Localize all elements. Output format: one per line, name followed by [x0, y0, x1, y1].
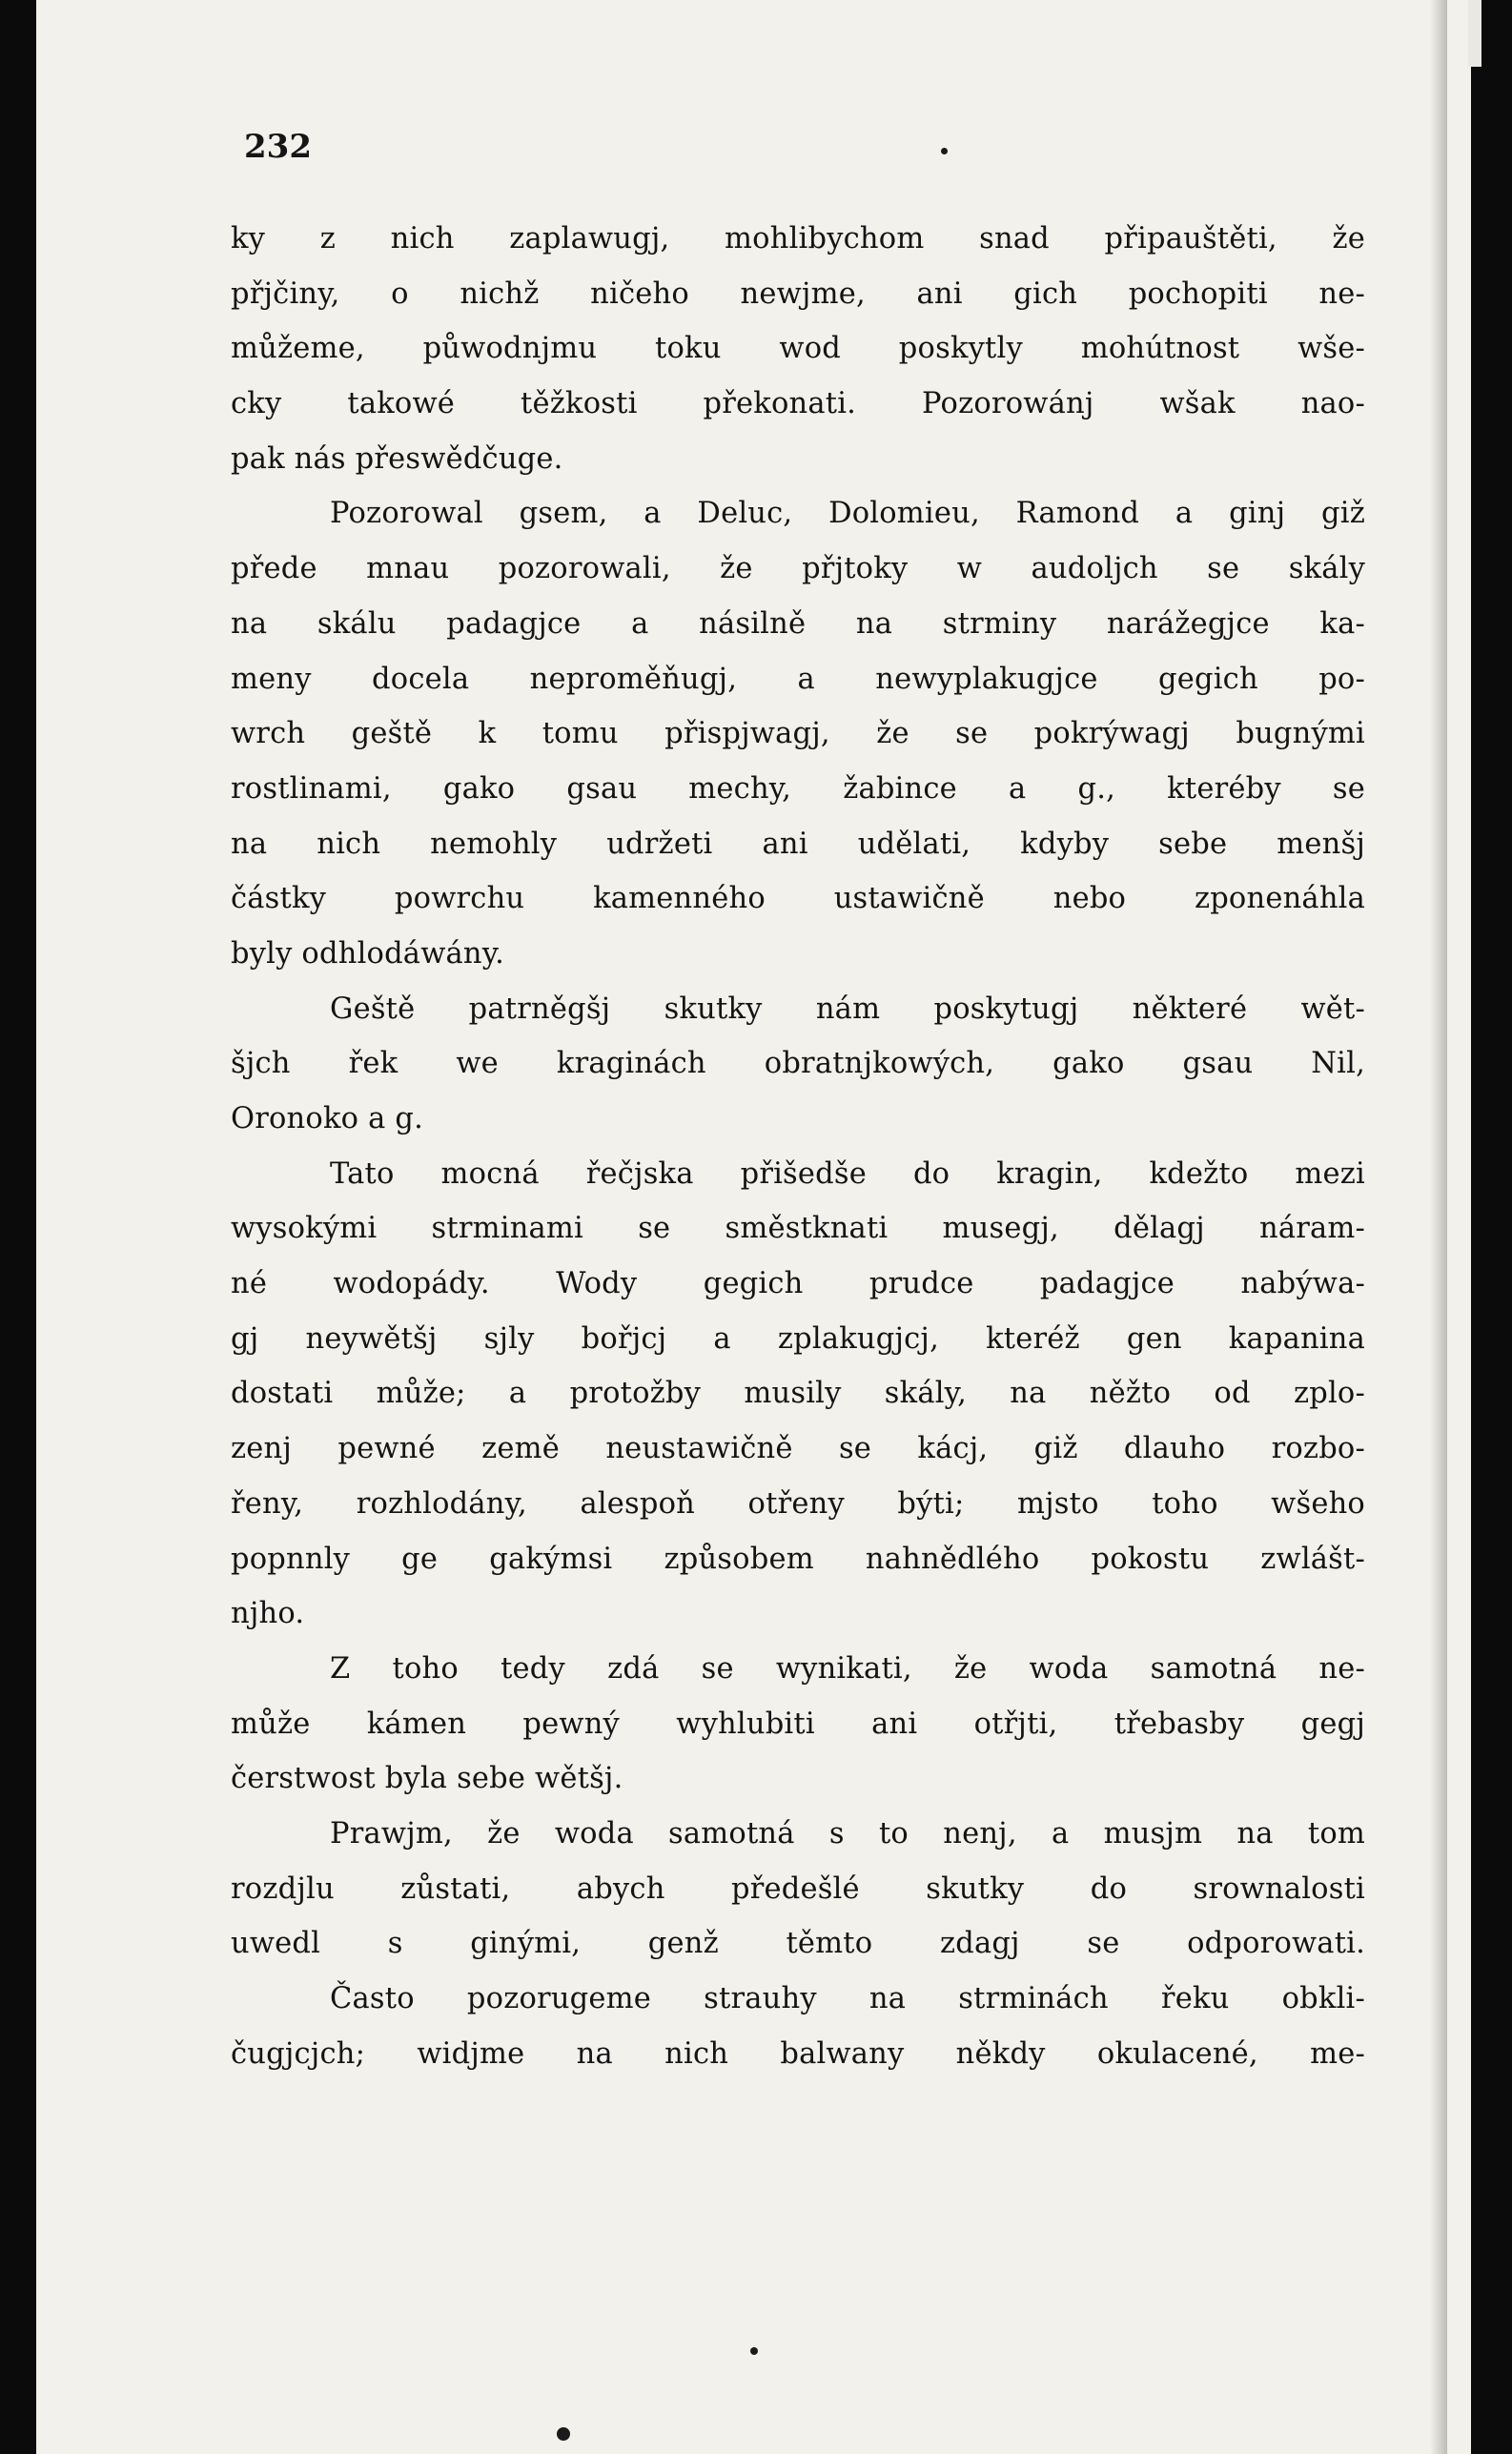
text-line: gj neywětšj sjly bořjcj a zplakugjcj, kteréž gen kapanina — [231, 1321, 1365, 1356]
page-number: 232 — [244, 128, 312, 166]
text-line: rozdjlu zůstati, abych předešlé skutky do srownalosti — [231, 1871, 1365, 1906]
text-line: částky powrchu kamenného ustawičně nebo zponenáhla — [231, 882, 1365, 916]
text-line: čugjcjch; widjme na nich balwany někdy okulacené, me- — [231, 2036, 1365, 2071]
text-line: na nich nemohly udržeti ani udělati, kdyby sebe menšj — [231, 827, 1365, 861]
text-line: přede mnau pozorowali, že přjtoky w audoljch se skály — [231, 552, 1365, 586]
text-line: pak nás přeswědčuge. — [231, 441, 563, 476]
text-line: Oronoko a g. — [231, 1102, 423, 1135]
text-line: dostati může; a protožby musily skály, na něžto od zplo- — [231, 1377, 1365, 1411]
text-line: njho. — [231, 1597, 305, 1631]
body-text — [231, 212, 1365, 2081]
text-line: šjch řek we kraginách obratnjkowých, gako gsau Nil, — [231, 1047, 1365, 1081]
text-line: zenj pewné země neustawičně se kácj, giž dlauho rozbo- — [231, 1432, 1365, 1466]
text-line: Z toho tedy zdá se wynikati, že woda samotná ne- — [330, 1651, 1365, 1686]
text-line: wysokými strminami se směstknati musegj, dělagj náram- — [231, 1212, 1365, 1246]
text-line: přjčiny, o nichž ničeho newjme, ani gich pochopiti ne- — [231, 276, 1365, 311]
ink-speck — [941, 148, 948, 154]
text-line: Geště patrněgšj skutky nám poskytugj některé wět- — [330, 992, 1365, 1026]
text-line: cky takowé těžkosti překonati. Pozorowánj wšak nao- — [231, 387, 1365, 421]
text-line: ky z nich zaplawugj, mohlibychom snad připauštěti, že — [231, 222, 1365, 256]
text-line: Pozorowal gsem, a Deluc, Dolomieu, Ramond a ginj giž — [330, 497, 1365, 531]
text-line: né wodopády. Wody gegich prudce padagjce nabýwa- — [231, 1267, 1365, 1301]
text-line: rostlinami, gako gsau mechy, žabince a g., kteréby se — [231, 771, 1365, 806]
text-line: popnnly ge gakýmsi způsobem nahnědlého pokostu zwlášt- — [231, 1542, 1365, 1576]
page-edge-shadow — [1430, 0, 1447, 2454]
text-line: na skálu padagjce a násilně na strminy narážegjce ka- — [231, 606, 1365, 641]
text-line: byly odhlodáwány. — [231, 936, 504, 971]
text-line: meny docela neproměňugj, a newyplakugjce gegich po- — [231, 662, 1365, 696]
text-line: wrch geště k tomu přispjwagj, že se pokrýwagj bugnými — [231, 717, 1365, 751]
text-line: můžeme, půwodnjmu toku wod poskytly mohútnost wše- — [231, 332, 1365, 366]
text-line: může kámen pewný wyhlubiti ani otřjti, třebasby gegj — [231, 1707, 1365, 1741]
text-line: Tato mocná řečjska přišedše do kragin, kdežto mezi — [330, 1156, 1365, 1191]
text-line: řeny, rozhlodány, alespoň otřeny býti; mjsto toho wšeho — [231, 1486, 1365, 1521]
ink-speck — [557, 2427, 570, 2441]
text-line: čerstwost byla sebe wětšj. — [231, 1762, 623, 1796]
ink-speck — [750, 2347, 758, 2355]
text-line: Často pozorugeme strauhy na strminách řeku obkli- — [330, 1982, 1365, 2015]
text-line: uwedl s ginými, genž těmto zdagj se odporowati. — [231, 1927, 1365, 1961]
text-line: Prawjm, že woda samotná s to nenj, a musjm na tom — [330, 1816, 1365, 1851]
page-corner-strip — [1468, 0, 1481, 67]
